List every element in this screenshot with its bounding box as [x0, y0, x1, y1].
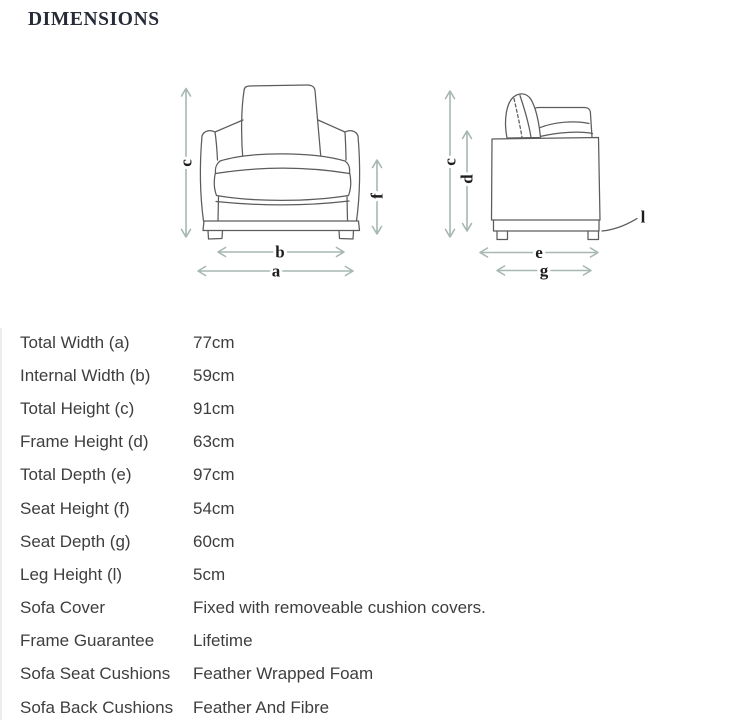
right-arm-inner — [345, 132, 346, 160]
dim-label-c-side: c — [440, 158, 460, 166]
spec-value: 54cm — [193, 498, 235, 518]
spec-row — [20, 625, 620, 658]
spec-label: Total Height (c) — [20, 398, 135, 418]
spec-row — [20, 392, 620, 425]
left-arm-inner — [215, 132, 218, 160]
spec-value: 5cm — [193, 564, 226, 584]
dimensions-table — [20, 326, 620, 724]
armchair-side-sketch — [492, 94, 638, 240]
spec-row — [20, 492, 620, 525]
spec-value: 60cm — [193, 531, 235, 551]
back-leg — [497, 231, 508, 240]
spec-row — [20, 658, 620, 691]
right-arm-cap — [345, 131, 358, 136]
left-arm-cap — [202, 131, 215, 136]
left-front-post — [218, 197, 219, 221]
top-rail-left — [215, 120, 243, 132]
spec-label: Frame Guarantee — [20, 631, 155, 651]
dim-label-a: a — [271, 261, 281, 281]
spec-label: Leg Height (l) — [20, 564, 123, 584]
spec-value: Feather And Fibre — [193, 697, 330, 717]
dim-label-f: f — [367, 193, 387, 199]
spec-row — [20, 426, 620, 459]
spec-value: Feather Wrapped Foam — [193, 664, 374, 684]
left-edge-shadow — [0, 328, 2, 720]
page-title: DIMENSIONS — [28, 9, 160, 30]
spec-row — [20, 558, 620, 591]
spec-value: 91cm — [193, 398, 235, 418]
side-dimension-arrows — [441, 91, 646, 280]
base-band — [494, 220, 600, 231]
spec-label: Sofa Cover — [20, 598, 106, 618]
seat-cushion — [214, 154, 350, 201]
right-leg — [339, 231, 354, 240]
right-front-post — [347, 197, 348, 221]
under-cushion-line — [216, 201, 349, 205]
spec-row — [20, 359, 620, 392]
dim-label-e: e — [535, 243, 543, 262]
right-arm-outer — [357, 136, 360, 221]
back-pillow — [506, 94, 541, 138]
spec-label: Sofa Back Cushions — [20, 697, 174, 717]
base-rail — [203, 221, 360, 231]
armchair-front-sketch — [200, 85, 359, 239]
spec-label: Total Width (a) — [20, 332, 130, 352]
spec-label: Seat Depth (g) — [20, 531, 131, 551]
leg-leader-line — [602, 219, 637, 232]
dim-label-d: d — [457, 174, 477, 184]
dim-label-c-front: c — [176, 159, 196, 167]
spec-row — [20, 459, 620, 492]
dim-label-b: b — [275, 242, 285, 262]
spec-label: Seat Height (f) — [20, 498, 130, 518]
side-view-diagram — [435, 70, 675, 305]
left-arm-outer — [200, 136, 203, 221]
dim-label-g: g — [539, 261, 549, 280]
front-leg — [588, 231, 599, 240]
dim-label-l: l — [640, 207, 646, 227]
front-view-diagram — [160, 70, 420, 305]
spec-label: Total Depth (e) — [20, 465, 132, 485]
seat-cushion-edge-top — [539, 122, 589, 128]
spec-row — [20, 525, 620, 558]
body-box — [492, 138, 601, 221]
spec-row — [20, 691, 620, 724]
spec-label: Internal Width (b) — [20, 365, 151, 385]
spec-value: 77cm — [193, 332, 235, 352]
spec-row — [20, 592, 620, 625]
spec-value: Fixed with removeable cushion covers. — [193, 598, 486, 618]
spec-value: 63cm — [193, 432, 235, 452]
spec-label: Frame Height (d) — [20, 432, 149, 452]
spec-row — [20, 326, 620, 359]
seat-cushion-edge-bottom — [540, 132, 593, 136]
spec-label: Sofa Seat Cushions — [20, 664, 171, 684]
spec-value: 59cm — [193, 365, 235, 385]
left-leg — [208, 231, 223, 240]
spec-value: 97cm — [193, 465, 235, 485]
top-rail-right — [318, 120, 345, 132]
spec-value: Lifetime — [193, 631, 253, 651]
back-cushion — [242, 85, 321, 162]
